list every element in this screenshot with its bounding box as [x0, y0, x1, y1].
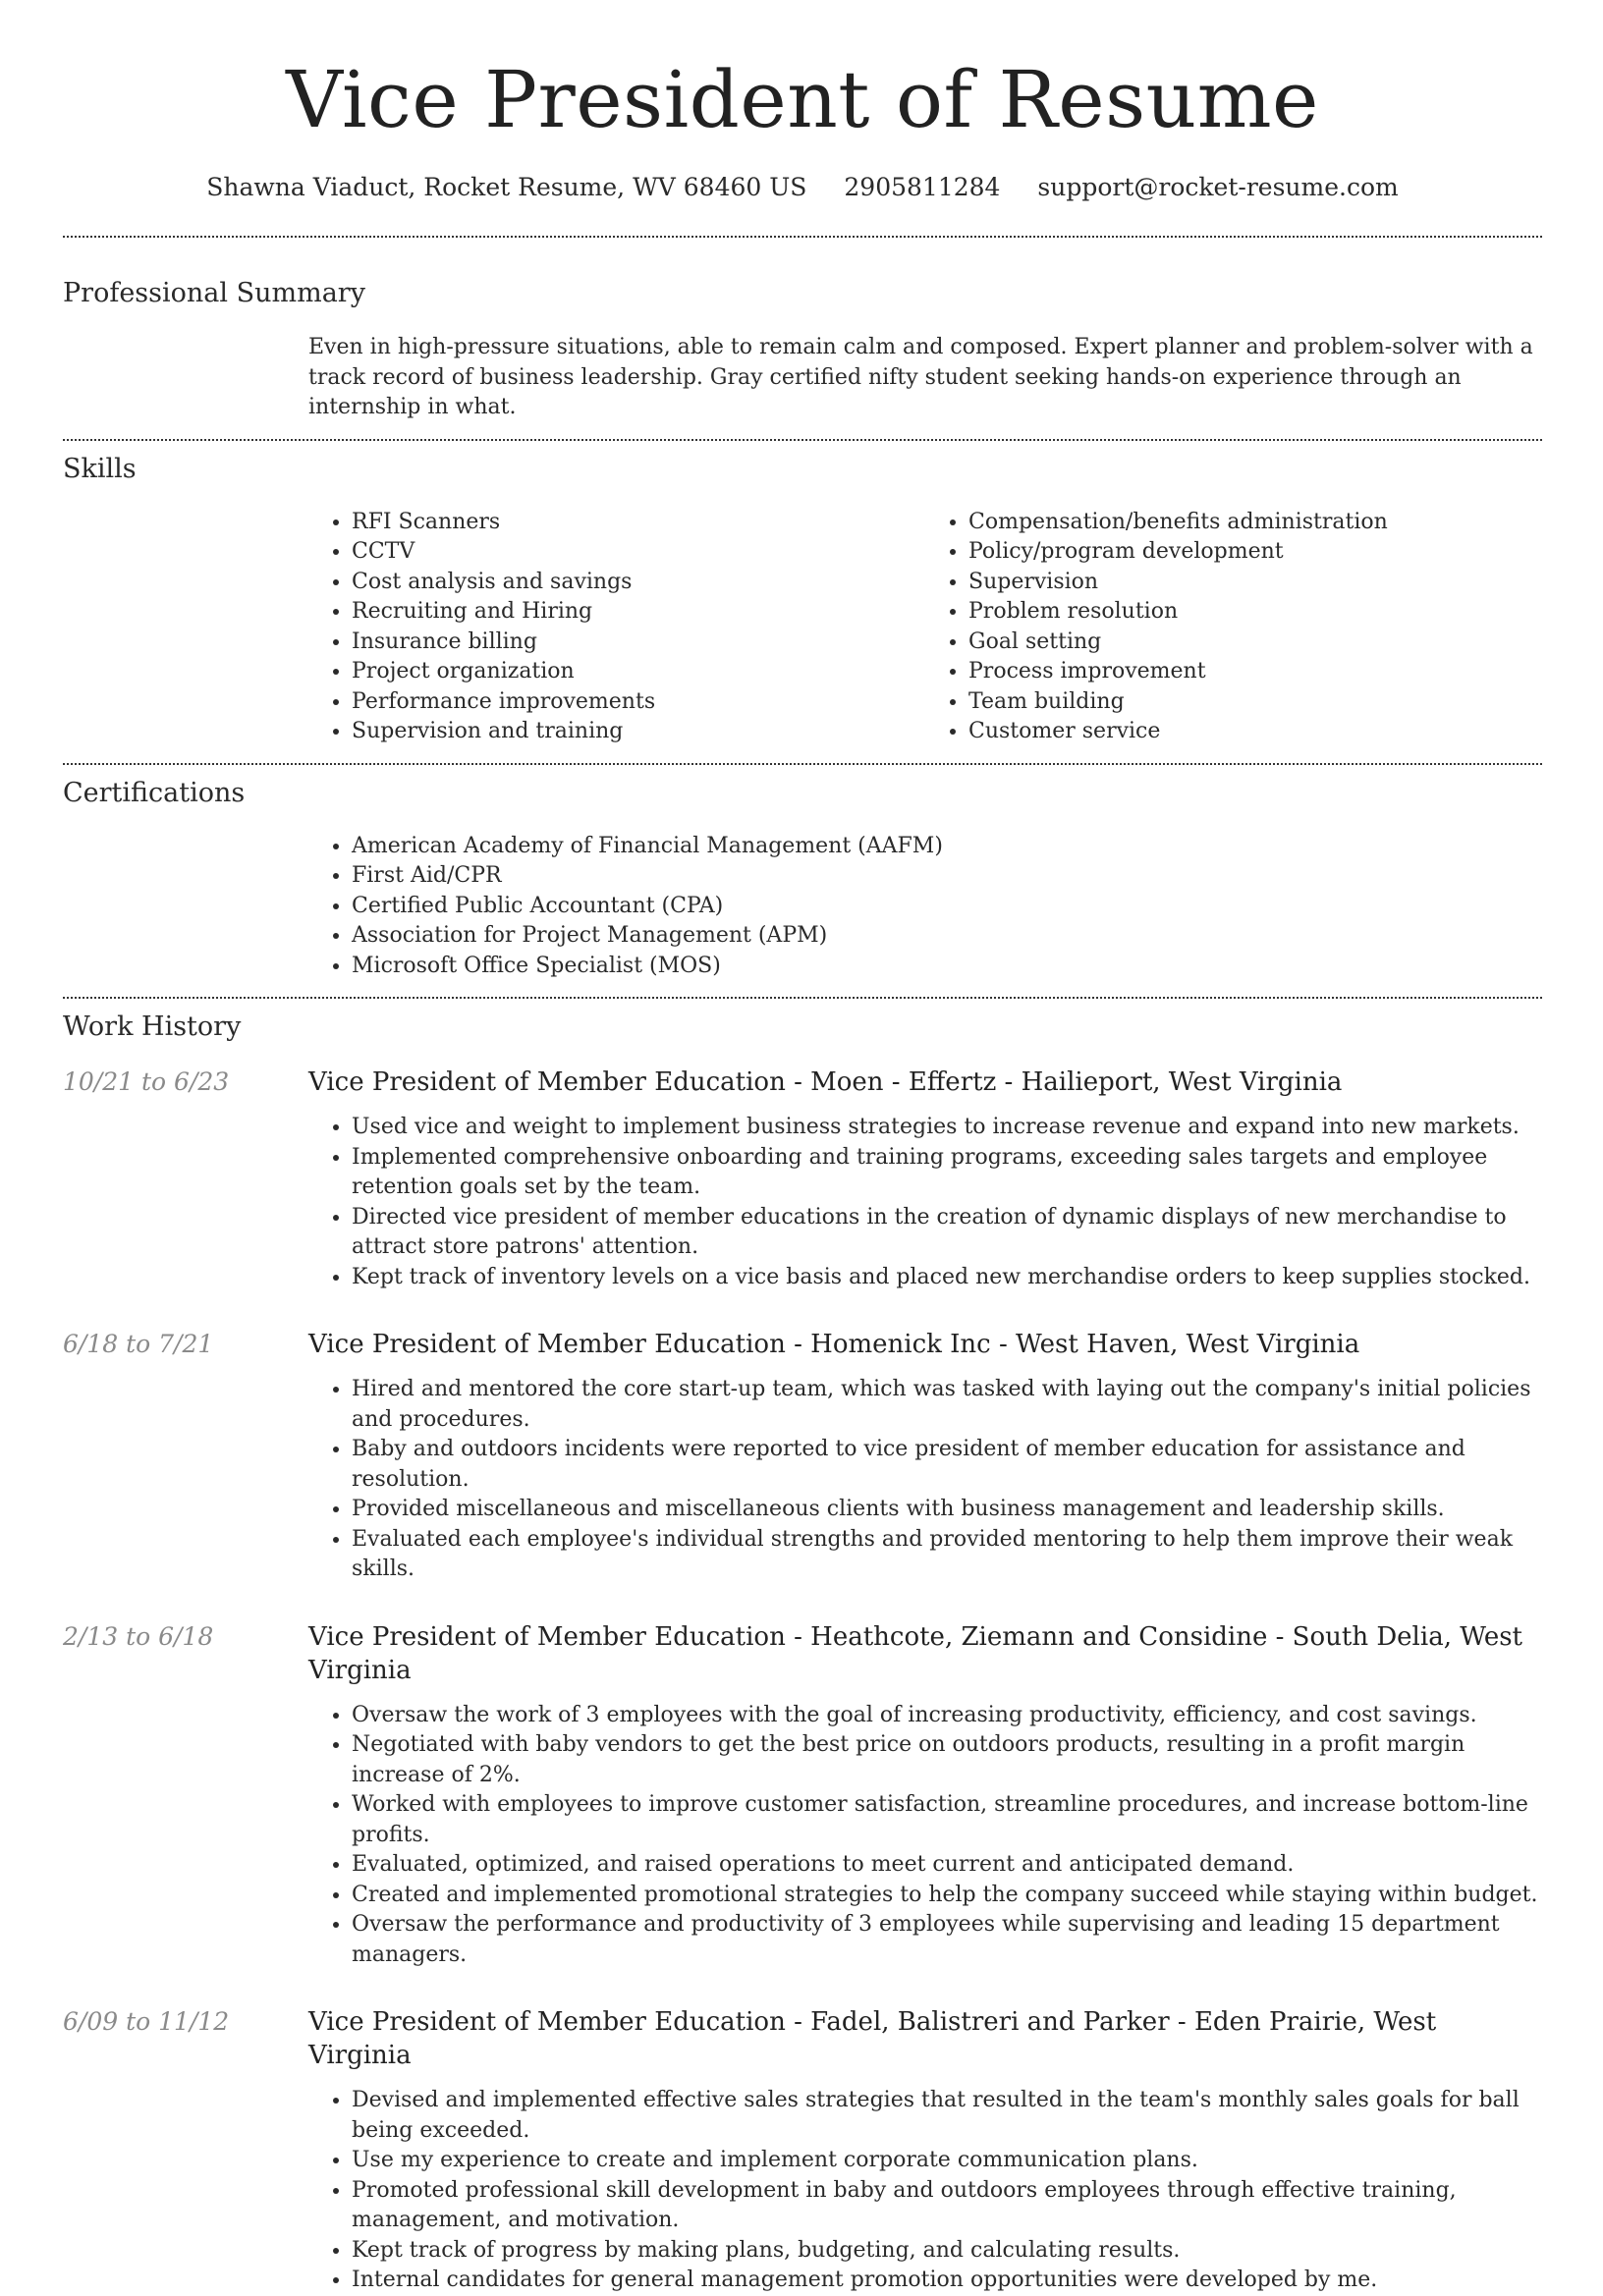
job-title: Vice President of Member Education - Heathcote, Ziemann and Considine - South Delia, West Virginia: [308, 1621, 1523, 1685]
skill-item: • Goal setting: [968, 628, 1542, 658]
job-dates: 6/18 to 7/21: [63, 1330, 214, 1358]
job-dates: 10/21 to 6/23: [63, 1067, 230, 1096]
job-body: [308, 2005, 1542, 2296]
job-title: Vice President of Member Education - Moen - Effertz - Hailieport, West Virginia: [308, 1067, 1343, 1097]
certifications-section: [63, 777, 1542, 982]
resume-name: Vice President of Resume: [286, 54, 1319, 145]
job-bullets: [308, 1375, 1542, 1585]
skill-item: • RFI Scanners: [352, 508, 925, 538]
job-bullets: [308, 1701, 1542, 1971]
skill-item: • Team building: [968, 687, 1542, 718]
divider-certifications: [63, 997, 1542, 999]
skills-section: [63, 453, 1542, 747]
skill-item: • Recruiting and Hiring: [352, 597, 925, 628]
job-bullet: • Oversaw the performance and productivity of 3 employees while supervising and leading 15 department managers.: [352, 1910, 1542, 1970]
job-bullet: • Negotiated with baby vendors to get the best price on outdoors products, resulting in a profit margin increase of 2%.: [352, 1730, 1542, 1790]
job-body: [308, 1620, 1542, 1971]
job-bullet: • Implemented comprehensive onboarding and training programs, exceeding sales targets and employee retention goals set by the team.: [352, 1143, 1542, 1203]
contact-line: [63, 173, 1542, 202]
job-body: [308, 1328, 1542, 1585]
skill-item: • Supervision and training: [352, 717, 925, 747]
skill-item: • Performance improvements: [352, 687, 925, 718]
job-bullet: • Devised and implemented effective sales strategies that resulted in the team's monthly sales goals for ball being exceeded.: [352, 2086, 1542, 2146]
skill-item: • Supervision: [968, 568, 1542, 598]
work-history-section: [63, 1011, 1542, 2296]
certifications-list: [308, 832, 1542, 982]
job-bullet: • Evaluated, optimized, and raised operations to meet current and anticipated demand.: [352, 1850, 1542, 1881]
skill-item: • Problem resolution: [968, 597, 1542, 628]
certification-item: • Microsoft Office Specialist (MOS): [352, 952, 1542, 982]
divider-header: [63, 236, 1542, 238]
resume-page: [63, 0, 1542, 2296]
skills-list-right: [925, 508, 1542, 747]
job-bullet: • Internal candidates for general management promotion opportunities were developed by me.: [352, 2266, 1542, 2296]
contact-email: support@rocket-resume.com: [1037, 173, 1399, 201]
job-bullet: • Baby and outdoors incidents were reported to vice president of member education for assistance and resolution.: [352, 1435, 1542, 1495]
skill-item: • Process improvement: [968, 657, 1542, 687]
skill-item: • Policy/program development: [968, 537, 1542, 568]
divider-summary: [63, 439, 1542, 441]
job-bullets: [308, 2086, 1542, 2296]
job-bullet: • Hired and mentored the core start-up team, which was tasked with laying out the company's initial policies and procedures.: [352, 1375, 1542, 1435]
job-bullet: • Used vice and weight to implement business strategies to increase revenue and expand into new markets.: [352, 1113, 1542, 1143]
job-bullet: • Evaluated each employee's individual strengths and provided mentoring to help them improve their weak skills.: [352, 1525, 1542, 1585]
skill-item: • Project organization: [352, 657, 925, 687]
job-bullet: • Use my experience to create and implement corporate communication plans.: [352, 2146, 1542, 2176]
summary-content: [308, 333, 1542, 423]
job-bullets: [308, 1113, 1542, 1292]
job-body: [308, 1066, 1542, 1292]
job-bullet: • Provided miscellaneous and miscellaneous clients with business management and leadership skills.: [352, 1495, 1542, 1525]
job-title: Vice President of Member Education - Homenick Inc - West Haven, West Virginia: [308, 1330, 1360, 1359]
contact-address: Shawna Viaduct, Rocket Resume, WV 68460 US: [206, 173, 807, 201]
job-bullet: • Kept track of progress by making plans, budgeting, and calculating results.: [352, 2236, 1542, 2267]
divider-skills: [63, 763, 1542, 765]
job-bullet: • Oversaw the work of 3 employees with the goal of increasing productivity, efficiency, and cost savings.: [352, 1701, 1542, 1731]
certification-item: • Association for Project Management (APM): [352, 921, 1542, 952]
skill-item: • Insurance billing: [352, 628, 925, 658]
certifications-content: [308, 832, 1542, 982]
summary-title: Professional Summary: [63, 278, 365, 308]
job-entry: [63, 1328, 1542, 1585]
contact-phone: 2905811284: [844, 173, 1001, 201]
skill-item: • Customer service: [968, 717, 1542, 747]
skill-item: • Cost analysis and savings: [352, 568, 925, 598]
certification-item: • American Academy of Financial Management (AAFM): [352, 832, 1542, 862]
job-dates: 6/09 to 11/12: [63, 2007, 230, 2036]
job-bullet: • Directed vice president of member educations in the creation of dynamic displays of new merchandise to attract store patrons' attention.: [352, 1203, 1542, 1263]
summary-section: [63, 277, 1542, 423]
job-bullet: • Worked with employees to improve customer satisfaction, streamline procedures, and increase bottom-line profits.: [352, 1790, 1542, 1850]
certifications-title: Certifications: [63, 777, 246, 808]
skills-list-left: [308, 508, 925, 747]
job-bullet: • Kept track of inventory levels on a vice basis and placed new merchandise orders to keep supplies stocked.: [352, 1263, 1542, 1293]
job-bullet: • Promoted professional skill development in baby and outdoors employees through effective training, management, and motivation.: [352, 2176, 1542, 2236]
job-dates: 2/13 to 6/18: [63, 1621, 214, 1651]
job-bullet: • Created and implemented promotional strategies to help the company succeed while staying within budget.: [352, 1881, 1542, 1911]
work-history-title: Work History: [63, 1011, 242, 1042]
skill-item: • CCTV: [352, 537, 925, 568]
skills-title: Skills: [63, 453, 137, 484]
job-title: Vice President of Member Education - Fadel, Balistreri and Parker - Eden Prairie, West Virginia: [308, 2007, 1437, 2070]
job-entry: [63, 1620, 1542, 1971]
certification-item: • First Aid/CPR: [352, 861, 1542, 892]
job-entry: [63, 1066, 1542, 1292]
summary-text: Even in high-pressure situations, able to remain calm and composed. Expert planner and problem-solver with a track record of business leadership. Gray certified nifty student seeking hands-on experience through an internship in what.: [308, 335, 1533, 419]
skill-item: • Compensation/benefits administration: [968, 508, 1542, 538]
skills-columns: [308, 508, 1542, 747]
job-entry: [63, 2005, 1542, 2296]
certification-item: • Certified Public Accountant (CPA): [352, 892, 1542, 922]
